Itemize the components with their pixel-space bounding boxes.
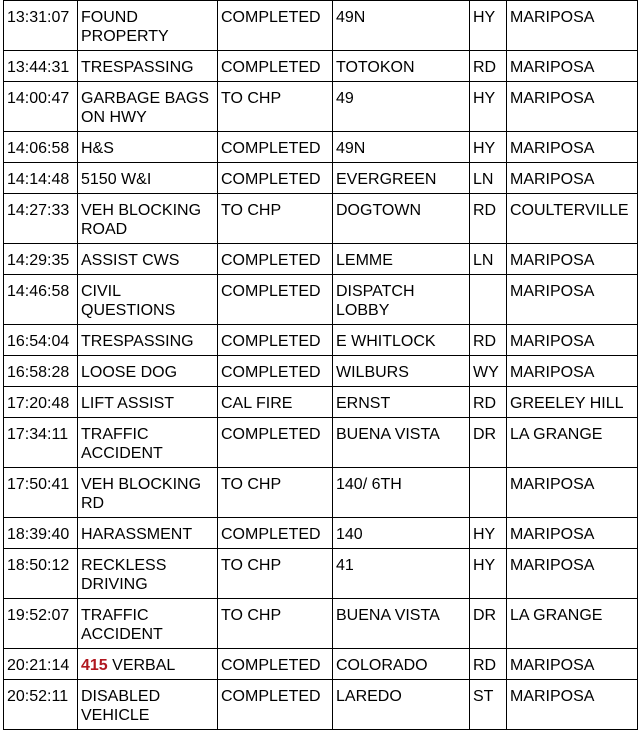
street-cell: BUENA VISTA [333, 418, 470, 468]
table-row [4, 599, 638, 649]
table-row [4, 51, 638, 82]
suffix-cell: HY [470, 1, 507, 51]
disposition-cell: COMPLETED [218, 418, 333, 468]
suffix-cell: RD [470, 194, 507, 244]
city-cell: MARIPOSA [507, 51, 638, 82]
street-cell: 140 [333, 518, 470, 549]
suffix-cell: HY [470, 518, 507, 549]
street-cell: 49N [333, 1, 470, 51]
time-cell: 19:52:07 [4, 599, 78, 649]
call-type-cell: 5150 W&I [78, 163, 218, 194]
street-cell: TOTOKON [333, 51, 470, 82]
street-cell: LEMME [333, 244, 470, 275]
table-row [4, 1, 638, 51]
time-cell: 20:52:11 [4, 680, 78, 730]
street-cell: 41 [333, 549, 470, 599]
table-row [4, 649, 638, 680]
suffix-cell: WY [470, 356, 507, 387]
call-type-cell: VEH BLOCKING RD [78, 468, 218, 518]
call-type-cell: TRAFFIC ACCIDENT [78, 418, 218, 468]
time-cell: 16:58:28 [4, 356, 78, 387]
disposition-cell: CAL FIRE [218, 387, 333, 418]
suffix-cell: DR [470, 418, 507, 468]
disposition-cell: COMPLETED [218, 649, 333, 680]
call-type-cell [78, 649, 218, 680]
time-cell: 14:29:35 [4, 244, 78, 275]
disposition-cell: COMPLETED [218, 163, 333, 194]
suffix-cell: RD [470, 387, 507, 418]
table-row [4, 194, 638, 244]
city-cell: LA GRANGE [507, 418, 638, 468]
street-cell: LAREDO [333, 680, 470, 730]
city-cell: MARIPOSA [507, 132, 638, 163]
call-type-cell: DISABLED VEHICLE [78, 680, 218, 730]
table-row [4, 325, 638, 356]
call-type-text: VERBAL [112, 657, 176, 674]
time-cell: 18:39:40 [4, 518, 78, 549]
call-type-cell: HARASSMENT [78, 518, 218, 549]
street-cell: WILBURS [333, 356, 470, 387]
street-cell: EVERGREEN [333, 163, 470, 194]
suffix-cell: LN [470, 244, 507, 275]
disposition-cell: TO CHP [218, 599, 333, 649]
suffix-cell: DR [470, 599, 507, 649]
city-cell: MARIPOSA [507, 1, 638, 51]
call-log-table [3, 0, 638, 730]
suffix-cell: HY [470, 132, 507, 163]
call-type-cell: LIFT ASSIST [78, 387, 218, 418]
call-type-cell: CIVIL QUESTIONS [78, 275, 218, 325]
city-cell: MARIPOSA [507, 549, 638, 599]
call-type-cell: LOOSE DOG [78, 356, 218, 387]
suffix-cell: RD [470, 325, 507, 356]
table-row [4, 387, 638, 418]
street-cell: 140/ 6TH [333, 468, 470, 518]
time-cell: 16:54:04 [4, 325, 78, 356]
city-cell: MARIPOSA [507, 680, 638, 730]
time-cell: 14:00:47 [4, 82, 78, 132]
time-cell: 17:20:48 [4, 387, 78, 418]
call-type-cell: TRESPASSING [78, 51, 218, 82]
call-type-cell: FOUND PROPERTY [78, 1, 218, 51]
city-cell: MARIPOSA [507, 356, 638, 387]
time-cell: 14:14:48 [4, 163, 78, 194]
suffix-cell [470, 275, 507, 325]
call-type-cell: RECKLESS DRIVING [78, 549, 218, 599]
street-cell: COLORADO [333, 649, 470, 680]
suffix-cell: ST [470, 680, 507, 730]
disposition-cell: TO CHP [218, 82, 333, 132]
suffix-cell [470, 468, 507, 518]
street-cell: DOGTOWN [333, 194, 470, 244]
table-row [4, 275, 638, 325]
time-cell: 18:50:12 [4, 549, 78, 599]
disposition-cell: COMPLETED [218, 51, 333, 82]
table-row [4, 132, 638, 163]
city-cell: GREELEY HILL [507, 387, 638, 418]
suffix-cell: RD [470, 51, 507, 82]
table-row [4, 518, 638, 549]
suffix-cell: HY [470, 549, 507, 599]
disposition-cell: COMPLETED [218, 275, 333, 325]
city-cell: MARIPOSA [507, 325, 638, 356]
disposition-cell: COMPLETED [218, 356, 333, 387]
disposition-cell: TO CHP [218, 468, 333, 518]
call-type-cell: H&S [78, 132, 218, 163]
time-cell: 14:27:33 [4, 194, 78, 244]
city-cell: LA GRANGE [507, 599, 638, 649]
table-row [4, 549, 638, 599]
disposition-cell: COMPLETED [218, 244, 333, 275]
city-cell: COULTERVILLE [507, 194, 638, 244]
call-type-cell: TRESPASSING [78, 325, 218, 356]
city-cell: MARIPOSA [507, 244, 638, 275]
time-cell: 17:34:11 [4, 418, 78, 468]
street-cell: 49N [333, 132, 470, 163]
city-cell: MARIPOSA [507, 518, 638, 549]
table-row [4, 418, 638, 468]
table-row [4, 468, 638, 518]
city-cell: MARIPOSA [507, 468, 638, 518]
street-cell: BUENA VISTA [333, 599, 470, 649]
city-cell: MARIPOSA [507, 82, 638, 132]
city-cell: MARIPOSA [507, 163, 638, 194]
time-cell: 17:50:41 [4, 468, 78, 518]
disposition-cell: COMPLETED [218, 325, 333, 356]
table-row [4, 680, 638, 730]
table-row [4, 244, 638, 275]
street-cell: ERNST [333, 387, 470, 418]
suffix-cell: LN [470, 163, 507, 194]
disposition-cell: COMPLETED [218, 132, 333, 163]
city-cell: MARIPOSA [507, 649, 638, 680]
city-cell: MARIPOSA [507, 275, 638, 325]
call-type-cell: ASSIST CWS [78, 244, 218, 275]
time-cell: 14:46:58 [4, 275, 78, 325]
call-type-cell: VEH BLOCKING ROAD [78, 194, 218, 244]
suffix-cell: RD [470, 649, 507, 680]
street-cell: 49 [333, 82, 470, 132]
disposition-cell: COMPLETED [218, 1, 333, 51]
disposition-cell: COMPLETED [218, 518, 333, 549]
call-type-cell: TRAFFIC ACCIDENT [78, 599, 218, 649]
disposition-cell: TO CHP [218, 194, 333, 244]
time-cell: 20:21:14 [4, 649, 78, 680]
call-code-highlight: 415 [81, 657, 108, 674]
table-row [4, 356, 638, 387]
time-cell: 13:44:31 [4, 51, 78, 82]
suffix-cell: HY [470, 82, 507, 132]
time-cell: 14:06:58 [4, 132, 78, 163]
disposition-cell: COMPLETED [218, 680, 333, 730]
disposition-cell: TO CHP [218, 549, 333, 599]
table-row [4, 163, 638, 194]
table-row [4, 82, 638, 132]
call-type-cell: GARBAGE BAGS ON HWY [78, 82, 218, 132]
street-cell: E WHITLOCK [333, 325, 470, 356]
street-cell: DISPATCH LOBBY [333, 275, 470, 325]
time-cell: 13:31:07 [4, 1, 78, 51]
